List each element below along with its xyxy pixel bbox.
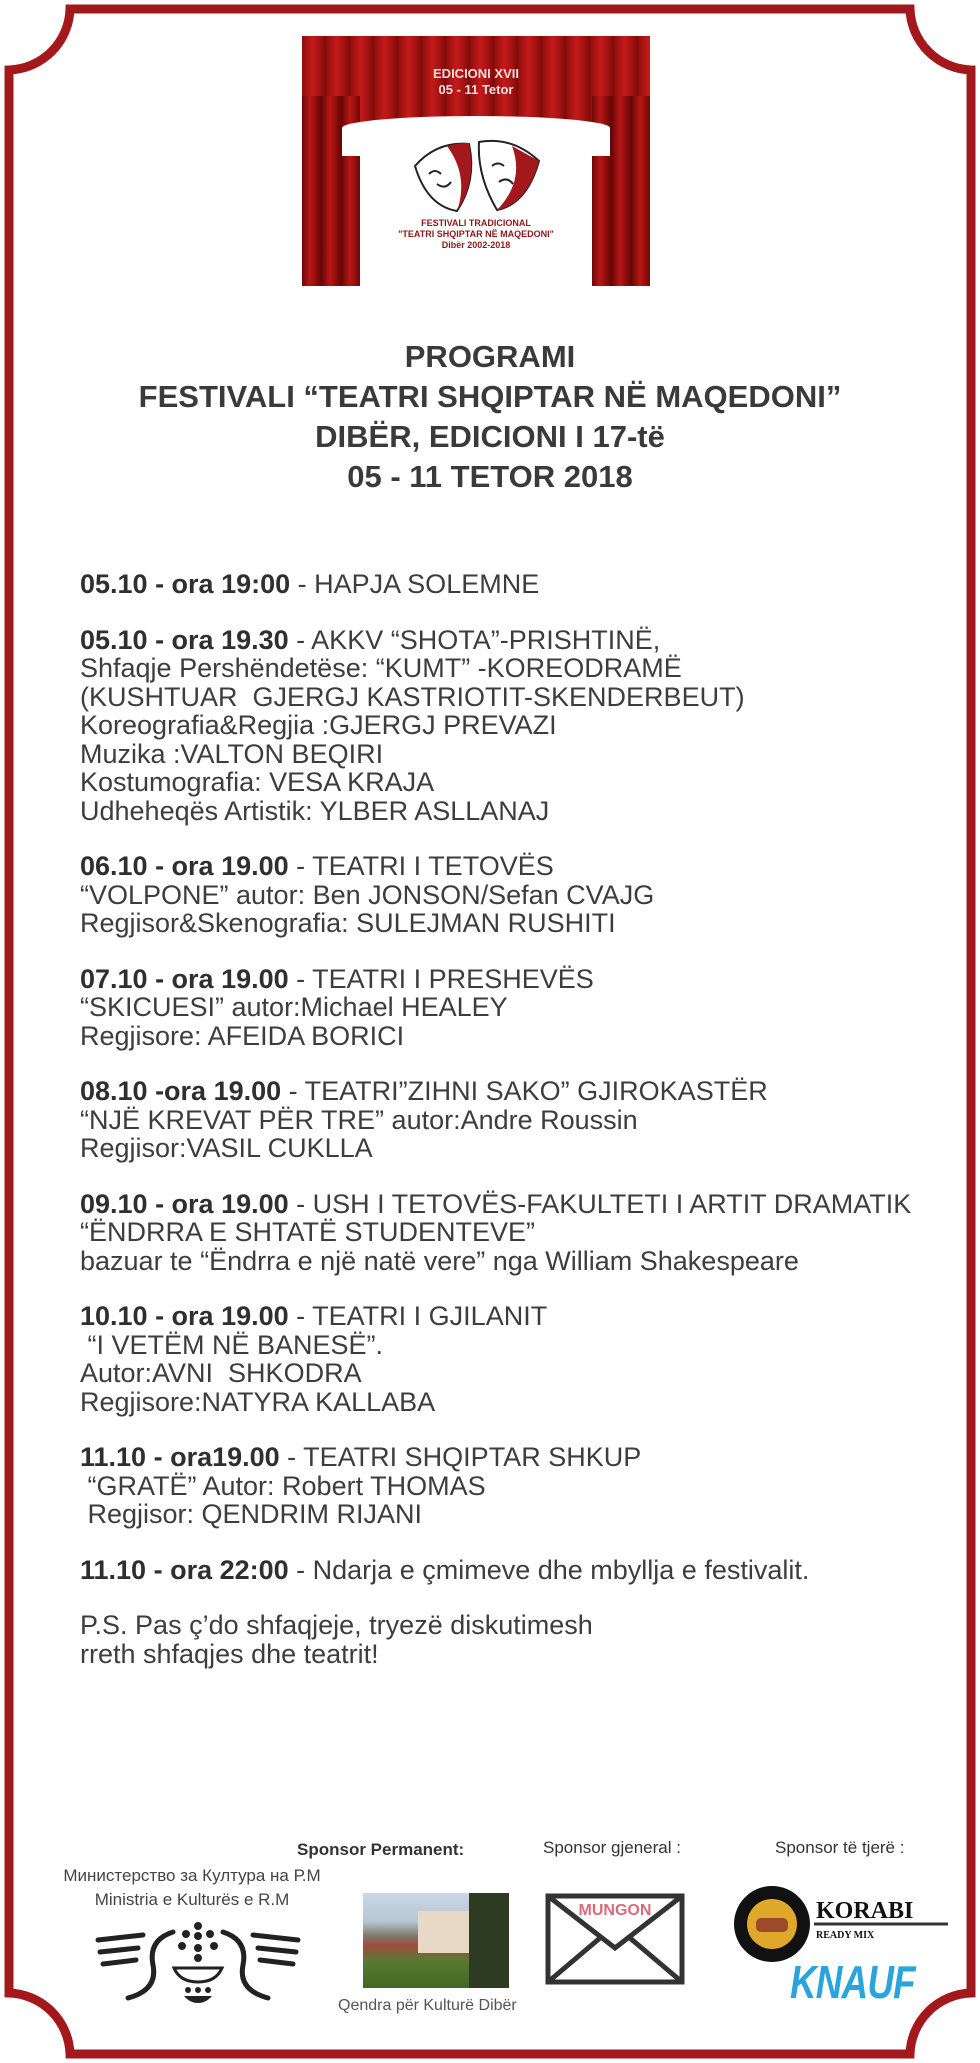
event-detail: Regjisor: QENDRIM RIJANI: [80, 1499, 423, 1529]
korabi-logo: [730, 1884, 950, 1964]
event-time: 07.10 - ora 19.00: [80, 963, 289, 994]
event-title: TEATRI”ZIHNI SAKO” GJIROKASTËR: [304, 1076, 768, 1106]
ministry-of-culture: Министерство за Култура на Р.М Ministria e Kulturës e R.M: [63, 1866, 321, 1909]
event-title: TEATRI SHQIPTAR SHKUP: [303, 1442, 642, 1472]
event-detail: Regjisore: AFEIDA BORICI: [80, 1020, 405, 1051]
event-detail: “I VETËM NË BANESË”.: [80, 1329, 384, 1360]
event-item: 05.10 - ora 19:00 - HAPJA SOLEMNE: [80, 569, 540, 599]
event-detail: Regjisor&Skenografia: SULEJMAN RUSHITI: [80, 908, 616, 938]
event-time: 11.10 - ora19.00: [80, 1442, 280, 1472]
event-time: 08.10 -ora 19.00: [80, 1076, 282, 1106]
event-detail: bazuar te “Ëndrra e një natë vere” nga William Shakespeare: [80, 1245, 799, 1276]
event-detail: “SKICUESI” autor:Michael HEALEY: [80, 992, 508, 1022]
event-detail: Autor:AVNI SHKODRA: [80, 1358, 362, 1388]
event-detail: Regjisore:NATYRA KALLABA: [80, 1386, 436, 1417]
title-programi: PROGRAMI: [404, 339, 576, 374]
event-time: 11.10 - ora 22:00: [80, 1554, 289, 1585]
event-detail: Regjisor:VASIL CUKLLA: [80, 1133, 373, 1163]
event-detail: Udheheqës Artistik: YLBER ASLLANAJ: [80, 795, 550, 826]
event-title: TEATRI I GJILANIT: [312, 1301, 548, 1331]
event-title: USH I TETOVËS-FAKULTETI I ARTIT DRAMATIK: [312, 1188, 912, 1219]
postscript-note: P.S. Pas ç’do shfaqjeje, tryezë diskutimesh rreth shfaqjes dhe teatrit!: [80, 1610, 593, 1669]
svg-text:READY MIX: READY MIX: [816, 1930, 875, 1941]
ministry-crest-icon: [88, 1920, 308, 2004]
event-title: AKKV “SHOTA”-PRISHTINË,: [311, 624, 661, 655]
festival-logo: [302, 36, 650, 286]
event-item: 09.10 - ora 19.00 - USH I TETOVËS-FAKULTETI I ARTIT DRAMATIK “ËNDRRA E SHTATË STUDENTEVE” bazuar te “Ëndrra e një natë vere” nga William Shakespeare: [80, 1190, 940, 1276]
theater-masks-icon: [407, 136, 547, 216]
event-time: 05.10 - ora 19:00: [80, 569, 291, 599]
sponsor-others-label: Sponsor të tjerë :: [775, 1838, 905, 1857]
program-schedule: [80, 570, 940, 1668]
event-time: 06.10 - ora 19.00: [80, 851, 289, 881]
event-item: 06.10 - ora 19.00 - TEATRI I TETOVËS “VOLPONE” autor: Ben JONSON/Sefan CVAJG Regjisor&Skenografia: SULEJMAN RUSHITI: [80, 852, 940, 938]
event-item: 07.10 - ora 19.00 - TEATRI I PRESHEVËS “SKICUESI” autor:Michael HEALEY Regjisore: AFEIDA BORICI: [80, 965, 940, 1051]
title-dates: 05 - 11 TETOR 2018: [347, 459, 633, 494]
envelope-icon: [545, 1893, 685, 1985]
event-detail: Koreografia&Regjia :GJERGJ PREVAZI: [80, 710, 557, 740]
knauf-logo: KNAUF: [790, 1956, 915, 2008]
event-title: TEATRI I TETOVËS: [312, 851, 554, 881]
event-title: HAPJA SOLEMNE: [314, 569, 540, 599]
event-detail: Shfaqje Pershëndetëse: “KUMT” -KOREODRAMË: [80, 653, 682, 683]
event-title: TEATRI I PRESHEVËS: [312, 963, 594, 994]
event-item: 08.10 -ora 19.00 - TEATRI”ZIHNI SAKO” GJIROKASTËR “NJË KREVAT PËR TRE” autor:Andre Roussin Regjisor:VASIL CUKLLA: [80, 1077, 940, 1163]
event-item: 05.10 - ora 19.30 - AKKV “SHOTA”-PRISHTINË, Shfaqje Pershëndetëse: “KUMT” -KOREODRAMË (KUSHTUAR GJERGJ KASTRIOTIT-SKENDERBEUT) Koreografia&Regjia :GJERGJ PREVAZI Muzika :VALTON BEQIRI Kostumografia: VESA KRAJA Udheheqës Artistik: YLBER ASLLANAJ: [80, 626, 940, 826]
event-detail: Muzika :VALTON BEQIRI: [80, 738, 384, 769]
event-detail: “VOLPONE” autor: Ben JONSON/Sefan CVAJG: [80, 879, 655, 910]
event-item: 11.10 - ora19.00 - TEATRI SHQIPTAR SHKUP “GRATË” Autor: Robert THOMAS Regjisor: QENDRIM RIJANI: [80, 1443, 940, 1529]
event-detail: “ËNDRRA E SHTATË STUDENTEVE”: [80, 1217, 536, 1247]
title-edition: DIBËR, EDICIONI I 17-të: [315, 419, 665, 454]
logo-festival-text: FESTIVALI TRADICIONAL "TEATRI SHQIPTAR NË MAQEDONI" Dibër 2002-2018: [398, 218, 554, 250]
qendra-building-photo: [363, 1893, 509, 1988]
event-time: 09.10 - ora 19.00: [80, 1188, 289, 1219]
event-time: 05.10 - ora 19.30: [80, 624, 289, 655]
mungon-label: MUNGON: [578, 1902, 652, 1919]
event-time: 10.10 - ora 19.00: [80, 1301, 289, 1331]
logo-edition: EDICIONI XVII 05 - 11 Tetor: [433, 66, 519, 97]
event-detail: “NJË KREVAT PËR TRE” autor:Andre Roussin: [80, 1104, 638, 1135]
sponsor-general-label: Sponsor gjeneral :: [543, 1838, 681, 1857]
qendra-caption: Qendra për Kulturë Dibër: [338, 1997, 517, 2014]
sponsor-permanent-label: Sponsor Permanent:: [297, 1840, 465, 1859]
event-item: 10.10 - ora 19.00 - TEATRI I GJILANIT “I VETËM NË BANESË”. Autor:AVNI SHKODRA Regjisore:NATYRA KALLABA: [80, 1302, 940, 1416]
event-title: Ndarja e çmimeve dhe mbyllja e festivalit.: [312, 1554, 810, 1585]
title-festival-name: FESTIVALI “TEATRI SHQIPTAR NË MAQEDONI”: [138, 379, 842, 414]
event-detail: “GRATË” Autor: Robert THOMAS: [80, 1470, 486, 1501]
program-title: [0, 337, 980, 497]
event-detail: (KUSHTUAR GJERGJ KASTRIOTIT-SKENDERBEUT): [80, 681, 745, 712]
svg-text:KORABI: KORABI: [816, 1898, 914, 1924]
event-item: 11.10 - ora 22:00 - Ndarja e çmimeve dhe mbyllja e festivalit.: [80, 1554, 810, 1585]
event-detail: Kostumografia: VESA KRAJA: [80, 767, 435, 797]
